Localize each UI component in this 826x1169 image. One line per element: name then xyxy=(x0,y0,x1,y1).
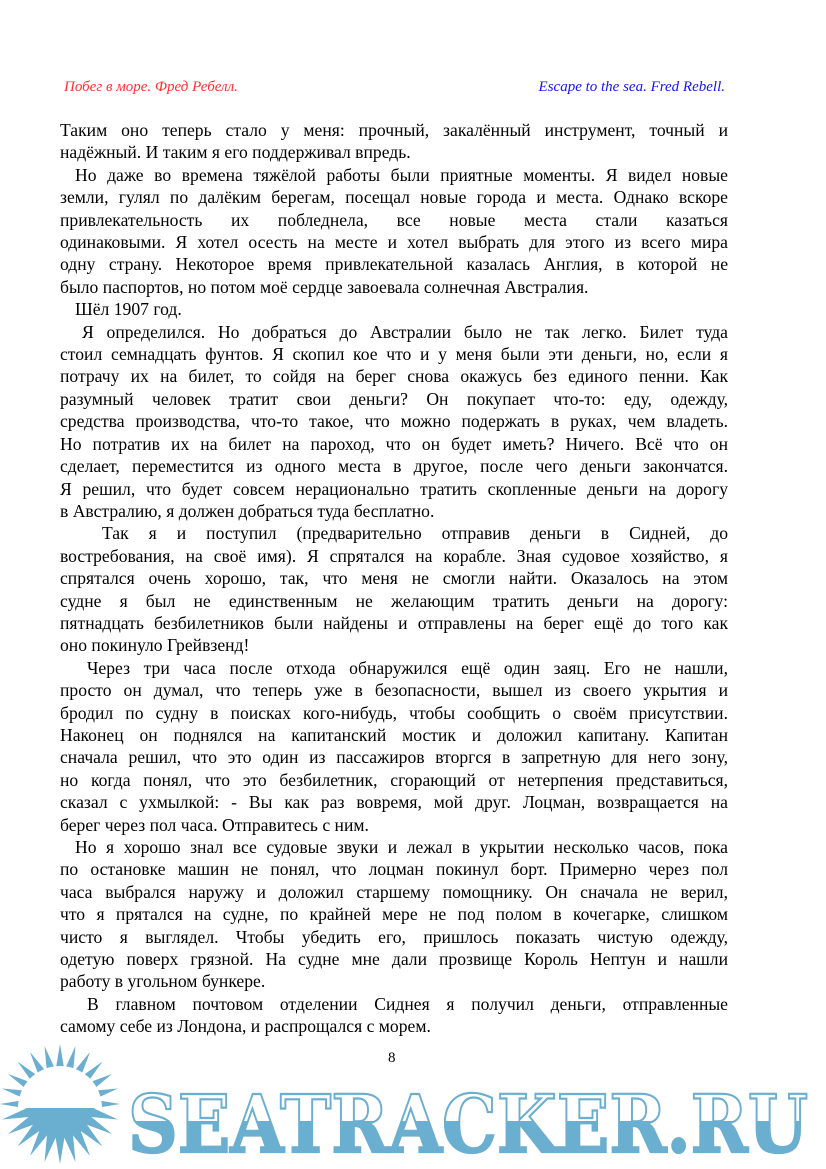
running-header-english: Escape to the sea. Fred Rebell. xyxy=(538,79,725,95)
text-line: спрятался очень хорошо, так, что меня не смогли найти. Оказалось на этом xyxy=(60,568,728,589)
text-line: самому себе из Лондона, и распрощался с морем. xyxy=(60,1016,431,1037)
text-line: Наконец он поднялся на капитанский мостик и доложил капитану. Капитан xyxy=(60,724,728,745)
page-number: 8 xyxy=(388,1050,396,1066)
text-line: Я решил, что будет совсем нерационально тратить скопленные деньги на дорогу xyxy=(60,478,728,499)
text-line: стоил семнадцать фунтов. Я скопил кое что и у меня были эти деньги, но, если я xyxy=(60,344,728,365)
document-body xyxy=(60,119,728,1038)
text-line: пятнадцать безбилетников были найдены и отправлены на берег ещё до того как xyxy=(60,612,728,633)
paragraph xyxy=(60,657,728,836)
paragraph xyxy=(60,993,728,1038)
text-line: сделает, переместится из одного места в другое, после чего деньги закончатся. xyxy=(60,456,728,477)
text-line: бродил по судну в поисках кого-нибудь, чтобы сообщить о своём присутствии. xyxy=(60,702,728,723)
text-line: Шёл 1907 год. xyxy=(75,299,182,320)
text-line: разумный человек тратит свои деньги? Он покупает что-то: еду, одежду, xyxy=(60,388,728,409)
text-line: но когда понял, что это безбилетник, сгорающий от нетерпения представиться, xyxy=(60,769,728,790)
text-line: Но даже во времена тяжёлой работы были приятные моменты. Я видел новые xyxy=(75,164,728,185)
seatracker-logo xyxy=(0,1044,826,1169)
text-line: Но потратив их на билет на пароход, что он будет иметь? Ничего. Всё что он xyxy=(60,433,728,454)
text-line: по остановке машин не понял, что лоцман покинул борт. Примерно через пол xyxy=(60,859,728,880)
text-line: средства производства, что-то такое, что можно подержать в руках, чем владеть. xyxy=(60,411,728,432)
text-line: работу в угольном бункере. xyxy=(60,971,266,992)
logo-text: SEATRACKER.RU xyxy=(128,1077,808,1169)
text-line: Через три часа после отхода обнаружился ещё один заяц. Его не нашли, xyxy=(87,657,728,678)
text-line: потрачу их на билет, то сойдя на берег снова окажусь без единого пенни. Как xyxy=(60,366,728,387)
paragraph xyxy=(60,522,728,656)
text-line: земли, гулял по далёким берегам, посещал новые города и места. Однако вскоре xyxy=(60,187,728,208)
text-line: востребования, на своё имя). Я спрятался на корабле. Зная судовое хозяйство, я xyxy=(60,545,728,566)
text-line: часа выбрался наружу и доложил старшему помощнику. Он сначала не верил, xyxy=(60,881,728,902)
text-line: берег через пол часа. Отправитесь с ним. xyxy=(60,814,369,835)
text-line: было паспортов, но потом моё сердце завоевала солнечная Австралия. xyxy=(60,276,589,297)
text-line: Таким оно теперь стало у меня: прочный, закалённый инструмент, точный и xyxy=(60,120,728,140)
text-line: одетую поверх грязной. На судне мне дали прозвище Король Нептун и нашли xyxy=(60,949,728,970)
paragraph xyxy=(60,164,728,298)
text-line: Так я и поступил (предварительно отправив деньги в Сидней, до xyxy=(102,523,728,544)
text-line: что я прятался на судне, по крайней мере не под полом в кочегарке, слишком xyxy=(60,904,728,925)
text-line: судне я был не единственным не желающим тратить деньги на дорогу: xyxy=(60,590,728,611)
text-line: одинаковыми. Я хотел осесть на месте и хотел выбрать для этого из всего мира xyxy=(60,232,728,253)
text-line: в Австралию, я должен добраться туда бесплатно. xyxy=(60,500,435,521)
text-line: просто он думал, что теперь уже в безопасности, вышел из своего укрытия и xyxy=(60,680,728,701)
text-line: надёжный. И таким я его поддерживал впредь. xyxy=(60,142,411,163)
text-line: оно покинуло Грейвзенд! xyxy=(60,635,250,656)
paragraph xyxy=(60,321,728,523)
text-line: чисто я выглядел. Чтобы убедить его, пришлось показать чистую одежду, xyxy=(60,926,728,947)
text-line: Я определился. Но добраться до Австралии было не так легко. Билет туда xyxy=(82,321,728,342)
text-line: сначала решил, что это один из пассажиров вторгся в запретную для него зону, xyxy=(60,747,728,768)
paragraph xyxy=(60,119,728,164)
text-line: Но я хорошо знал все судовые звуки и лежал в укрытии несколько часов, пока xyxy=(75,837,728,857)
text-line: сказал с ухмылкой: - Вы как раз вовремя, мой друг. Лоцман, возвращается на xyxy=(60,792,728,813)
text-line: В главном почтовом отделении Сиднея я получил деньги, отправленные xyxy=(87,993,728,1014)
sun-icon xyxy=(0,1044,120,1164)
text-line: одну страну. Некоторое время привлекательной казалась Англия, в которой не xyxy=(60,254,728,275)
paragraph xyxy=(60,298,728,320)
paragraph xyxy=(60,836,728,993)
running-header-russian: Побег в море. Фред Ребелл. xyxy=(64,79,238,95)
text-line: привлекательность их побледнела, все новые места стали казаться xyxy=(60,209,728,230)
